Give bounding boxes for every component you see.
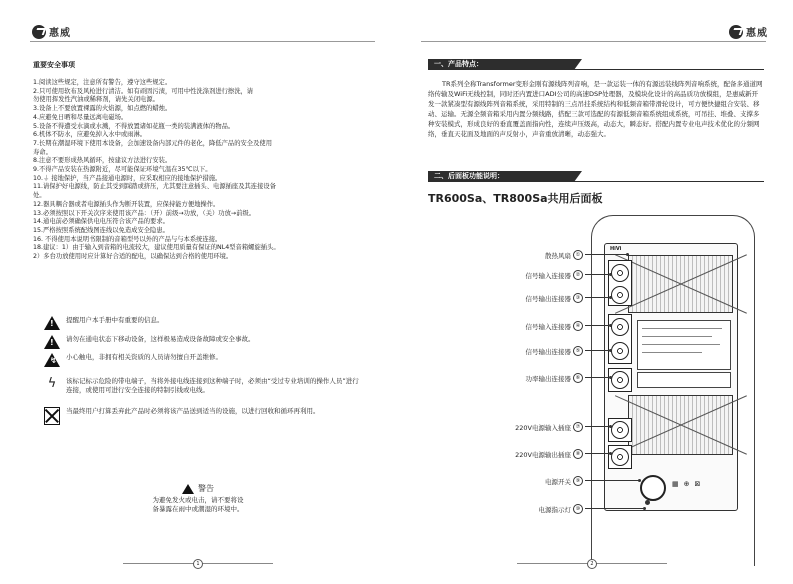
callout-number: ⑧	[573, 449, 583, 459]
qr-code-icon: ▦	[672, 480, 679, 488]
signal-output-connector	[611, 342, 629, 360]
left-page	[0, 0, 396, 584]
caution-line: 备暴露在雨中或潮湿的环境中。	[152, 505, 244, 513]
callout-leader-line	[585, 508, 645, 509]
safety-rule: 寿命。	[33, 148, 52, 156]
signal-output-connector	[611, 286, 629, 304]
callout-label	[526, 270, 584, 280]
callout-text: 220V电源输入插座	[515, 423, 571, 432]
warning-row	[44, 407, 364, 425]
safety-rule: 11.请保护好电源线，防止其受到踩踏或挤压，尤其要注意插头、电源插座及其连接设备	[33, 183, 276, 191]
hivi-logo-icon	[729, 25, 743, 39]
plate-brand-label: HiVi	[610, 246, 622, 252]
safety-rule: 2）多台功放使用时应计算好合适的配电，以确保达到合格的使用环境。	[33, 253, 233, 261]
callout-text: 电源开关	[545, 477, 571, 486]
cooling-fan-grille	[628, 255, 733, 313]
callout-leader-line	[585, 274, 611, 275]
safety-rule: 4.应避免日晒和尽量远离电磁场。	[33, 113, 128, 121]
brand-logo	[729, 24, 768, 39]
callout-number: ⑨	[573, 476, 583, 486]
certification-icons	[672, 480, 700, 488]
safety-rule: 7.长期在潮湿环境下使用本设备，会加速设备内部元件的老化，降低产品的安全及使用	[33, 139, 272, 147]
signal-input-connector	[611, 264, 629, 282]
safety-rule: 12.器具耦合器或者电源插头作为断开装置，应保持能方便地操作。	[33, 200, 220, 208]
callout-leader-line	[585, 350, 611, 351]
safety-rule: 5.设备不得遭受水滴或水溅，不得放置诸如花瓶一类的装满液体的物品。	[33, 122, 235, 130]
right-page	[397, 0, 793, 584]
warning-row	[44, 316, 364, 330]
warning-text: 当最终用户打算丢弃此产品时必须将该产品送到适当的设施，以进行回收和循环再利用。	[66, 407, 320, 415]
safety-rule: 2.只可使用软布及风枪进行清洁。如有顽固污渍，可用中性洗涤剂进行擦洗，请	[33, 87, 254, 95]
weee-icon: ⊠	[694, 480, 701, 488]
callout-leader-line	[585, 377, 611, 378]
callout-text: 信号输出连接器	[525, 294, 571, 303]
power-output-connector	[611, 371, 629, 389]
caution-title: 警告	[198, 484, 214, 493]
callout-label	[515, 422, 583, 432]
safety-rule: 14.通电前必须确保供电电压符合该产品的要求。	[33, 218, 169, 226]
power-output-socket	[611, 448, 629, 466]
features-paragraph: TR系列全称Transformer变形金刚有源线阵列音响，是一款运装一体的有源远装线阵列音响系统，配备多通道网络传输及WiFi无线控制，同时还内置进口ADI公司的高速DSP处理器，及模块化设计的高品质功放模组，是惠威新开发一款紧凑型有源线阵列音箱系统，采用特制的三点吊挂系统结构和低频音箱带滑轮设计，可方便快捷组合安装、移动、运输。无源全频音箱采用内置分频线路，搭配三款可选配的有源低频音箱系统组成系统，可吊挂、堆叠、支撑多种安装模式，形成良好的垂直覆盖面指向性，连续声压级高，动态大，瞬态好。搭配内置专业电声技术优化的分频网络，垂直天花面及地面的声反射小，声音重放清晰，动态强大。	[428, 80, 763, 138]
warning-row	[44, 377, 364, 395]
brand-name: 惠威	[49, 28, 71, 39]
warning-row	[44, 353, 364, 367]
callout-number: ②	[573, 270, 583, 280]
warning-row	[44, 335, 364, 349]
warning-icon	[182, 484, 194, 494]
callout-number: ③	[573, 293, 583, 303]
callout-number: ⑦	[573, 422, 583, 432]
callout-leader-line	[585, 453, 611, 454]
callout-text: 220V电源输出插座	[515, 450, 571, 459]
callout-text: 信号输入连接器	[525, 322, 571, 331]
callout-leader-line	[585, 254, 628, 255]
safety-rule: 6.机体不防水，应避免掉入水中或雨淋。	[33, 131, 147, 139]
signal-input-connector	[611, 318, 629, 336]
callout-leader-line	[585, 426, 611, 427]
warning-text: 该标记标示危险的带电端子，当将外接电线连接到这种端子时，必须由“受过专业培训的操作人员”进行连接，或使用可进行安全连接的特制引线或电线。	[66, 377, 359, 394]
callout-label	[526, 346, 584, 356]
callout-label	[545, 250, 583, 260]
safety-rule: 勿使用挥发性汽油或稀释剂，请先关闭电源。	[33, 96, 159, 104]
safety-title: 重要安全事项	[33, 61, 75, 69]
safety-rule: 15.严格按照系统配线图连线以免造成安全隐患。	[33, 226, 169, 234]
section-rule	[428, 181, 764, 182]
safety-rule: 13.必须按照以下开关次序来使用该产品：（开）前级→功放，（关）功放→前级。	[33, 209, 256, 217]
caution-label	[637, 372, 731, 388]
safety-rule: 1.阅读这些规定，注意所有警告，遵守这些规定。	[33, 79, 172, 86]
page-number: 2	[587, 559, 597, 569]
callout-label	[526, 373, 584, 383]
callout-text: 电源指示灯	[538, 505, 571, 514]
safety-rule: 16. 不得使用本说明书限制的音箱型号以外的产品与与本系统连接。	[33, 235, 222, 243]
power-indicator	[645, 500, 650, 505]
warning-text: 请勿在通电状态下移动设备，这样极易造成设备故障或安全事故。	[66, 335, 255, 343]
callout-text: 信号输出连接器	[525, 347, 571, 356]
callout-number: ⑥	[573, 373, 583, 383]
shock-hazard-icon: ↯	[44, 353, 60, 367]
callout-number: ④	[573, 321, 583, 331]
cooling-fan-grille	[628, 395, 733, 455]
safety-rule: 18.建议：1）由于输入到音箱的电流较大，建议使用质量有保证的NL4型音箱螺旋插头。	[33, 244, 280, 252]
page-number: 1	[193, 559, 203, 569]
callout-label	[539, 504, 584, 514]
callout-number: ⑩	[573, 504, 583, 514]
hivi-logo-icon	[32, 25, 46, 39]
callout-text: 功率输出连接器	[525, 374, 571, 383]
section-rule	[428, 69, 764, 70]
header-rule	[421, 41, 766, 42]
section-header: 一、产品特点：	[428, 59, 574, 70]
safety-rules-list	[33, 79, 373, 262]
safety-rule: 8.注意不要形成热风循环，按建议方法进行安装。	[33, 157, 172, 165]
callout-label	[526, 321, 584, 331]
callout-leader-line	[585, 297, 611, 298]
callout-leader-line	[585, 480, 640, 481]
brand-logo	[32, 24, 71, 39]
callout-number: ①	[573, 250, 583, 260]
power-switch[interactable]	[640, 475, 666, 501]
caution-box	[118, 483, 278, 514]
ce-mark-icon: ⊕	[683, 480, 690, 488]
callout-label	[545, 476, 583, 486]
brand-name: 惠威	[746, 28, 768, 39]
crossed-bin-icon	[44, 407, 60, 425]
warning-text: 提醒用户本手册中有重要的信息。	[66, 316, 164, 324]
model-title: TR600Sa、TR800Sa共用后面板	[428, 192, 603, 205]
safety-rule: 3.设备上不要放置裸露的火焰源，如点燃的蜡烛。	[33, 105, 172, 113]
section-header: 二、后面板功能说明：	[428, 171, 574, 182]
callout-text: 散热风扇	[545, 251, 571, 260]
exclamation-icon: !	[44, 335, 60, 349]
safety-rule: 9.不得产品安装在热源附近，尽可能保证环境气温在35℃以下。	[33, 166, 212, 174]
caution-line: 为避免发火或电击，请不要将设	[152, 496, 244, 504]
callout-number: ⑤	[573, 346, 583, 356]
power-input-socket	[611, 421, 629, 439]
safety-rule: 处。	[33, 192, 46, 200]
callout-text: 信号输入连接器	[525, 271, 571, 280]
callout-leader-line	[585, 325, 611, 326]
warning-text: 小心触电，非拥有相关资质的人员请勿擅自开盖维修。	[66, 353, 222, 361]
lightning-icon: ϟ	[47, 376, 57, 391]
exclamation-icon: !	[44, 316, 60, 330]
safety-rule: 10.⏚ 接地保护，当产品接通电源时，应采取相应的接地保护措施。	[33, 174, 222, 182]
callout-label	[515, 449, 583, 459]
header-rule	[30, 41, 375, 42]
callout-label	[526, 293, 584, 303]
